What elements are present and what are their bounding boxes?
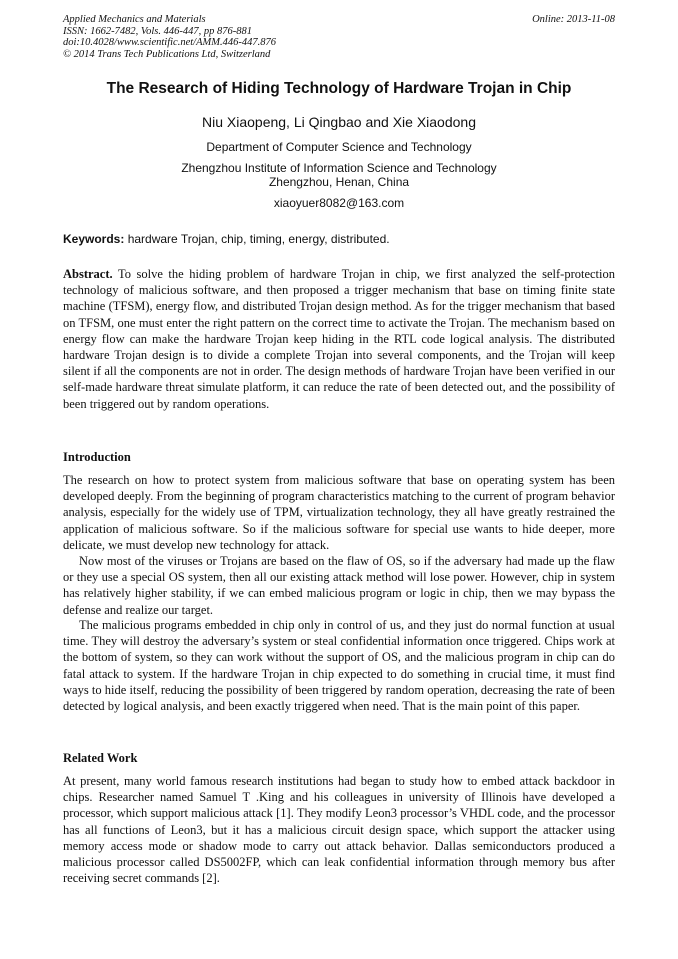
keywords-label: Keywords: [63,232,125,246]
keywords-line [63,232,615,246]
affiliation-institute: Zhengzhou Institute of Information Science and Technology [181,161,497,175]
keywords-text: hardware Trojan, chip, timing, energy, distributed. [124,232,390,246]
introduction-paragraph-2: Now most of the viruses or Trojans are based on the flaw of OS, so if the adversary had made up the flaw or they use a special OS system, then all our existing attack method will lose power. However, chip in system has relatively higher stability, if we can embed malicious program or logic in chip, then we may bypass the defense and realize our target. [63,554,615,617]
introduction-heading: Introduction [63,450,131,464]
introduction-paragraph-3: The malicious programs embedded in chip only in control of us, and they just do normal function at usual time. They will destroy the adversary’s system or steal confidential information once triggered. Chips work at the bottom of system, so they can work without the support of OS, and the malicious program in chip can do fatal attack to system. If the hardware Trojan in chip expected to do something in crucial time, it must find ways to hide itself, reducing the possibility of been triggered by random operation, decreasing the rate of been detected by logical analysis, and been exactly triggered when need. That is the main point of this paper. [63,618,615,714]
author-list: Niu Xiaopeng, Li Qingbao and Xie Xiaodong [202,114,476,130]
copyright-line: © 2014 Trans Tech Publications Ltd, Switzerland [63,48,271,60]
author-email: xiaoyuer8082@163.com [273,196,405,210]
affiliation-city: Zhengzhou, Henan, China [268,175,410,189]
abstract-paragraph [63,266,615,412]
related-work-heading: Related Work [63,751,138,765]
doi-line: doi:10.4028/www.scientific.net/AMM.446-447.876 [63,37,276,48]
affiliation-department: Department of Computer Science and Technology [206,140,472,154]
journal-header [63,14,615,60]
issn-line: ISSN: 1662-7482, Vols. 446-447, pp 876-881 [63,25,252,37]
introduction-paragraph-1: The research on how to protect system from malicious software that base on operating system has been developed deeply. From the beginning of program characteristics matching to the current of program behavior analysis, especially for the widely use of TPM, virtualization technology, they all have greatly restrained the application of malicious software. So if the malicious software for special use wants to hide deeper, more delicate, we must develop new technology for attack. [63,473,615,552]
online-date: Online: 2013-11-08 [532,14,615,25]
abstract-text: To solve the hiding problem of hardware Trojan in chip, we first analyzed the self-protection technology of malicious software, and then proposed a trigger mechanism that base on timing finite state machine (TFSM), energy flow, and distributed Trojan design method. As for the trigger mechanism that based on TFSM, one must enter the right pattern on the correct time to activate the Trojan. The mechanism based on energy flow can make the hardware Trojan keep hiding in the RTL code logical analysis. The distributed hardware Trojan design is to divide a complete Trojan into several components, and the Trojan will keep silent if all the components are not in order. The design methods of hardware Trojan have been verified in our self-made hardware threat simulate platform, it can reduce the rate of been detected out, and the possibility of been triggered out by random operations. [63,267,615,411]
related-work-paragraph-1: At present, many world famous research institutions had began to study how to embed attack backdoor in chips. Researcher named Samuel T .King and his colleagues in university of Illinois have developed a processor, which support malicious attack [1]. They modify Leon3 processor’s VHDL code, and the processor has all functions of Leon3, but it has a malicious circuit design space, which support the attacker using memory access mode or shadow mode to carry out attack behavior. Dallas semiconductors produced a malicious processor called DS5002FP, which can leak confidential information through memory bus after receiving secret commands [2]. [63,774,615,886]
journal-name: Applied Mechanics and Materials [63,14,206,25]
paper-title: The Research of Hiding Technology of Hardware Trojan in Chip [106,80,572,97]
abstract-label: Abstract. [63,267,113,281]
